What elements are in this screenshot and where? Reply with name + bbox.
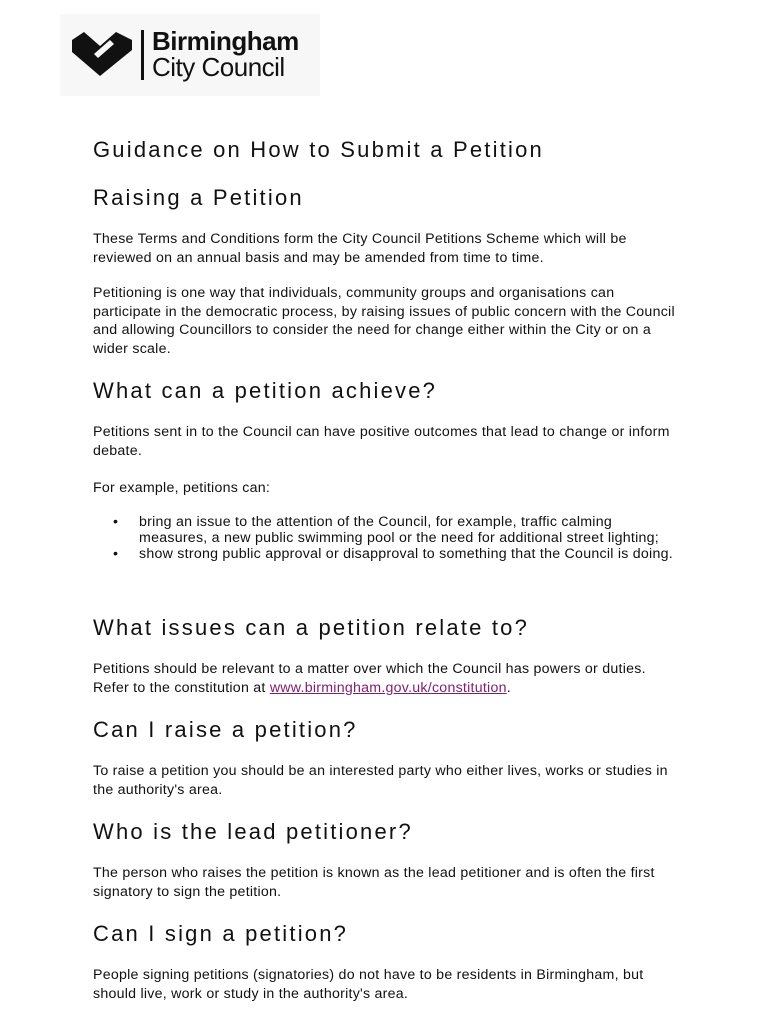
heart-logo-icon (70, 30, 134, 78)
heading-can-i-sign: Can I sign a petition? (93, 921, 349, 946)
list-item (93, 546, 683, 562)
paragraph-text: Petitions should be relevant to a matter over which the Council has powers or duties. Refer to the constitution at (93, 661, 646, 696)
logo-divider (141, 30, 144, 80)
document-title: Guidance on How to Submit a Petition (93, 137, 544, 162)
paragraph-lead-petitioner: The person who raises the petition is known as the lead petitioner and is often the first signatory to sign the petition. (93, 865, 655, 900)
bullet-icon: • (113, 546, 119, 562)
bullet-icon: • (113, 514, 119, 530)
heading-what-issues: What issues can a petition relate to? (93, 615, 530, 640)
petition-examples-list (93, 514, 683, 562)
list-item (93, 514, 683, 546)
heading-raising-a-petition: Raising a Petition (93, 185, 304, 210)
paragraph-signatories: People signing petitions (signatories) do not have to be residents in Birmingham, but should live, work or study in the authority's area. (93, 967, 644, 1002)
paragraph-interested-party: To raise a petition you should be an interested party who either lives, works or studies in the authority's area. (93, 763, 668, 798)
heading-what-can-a-petition-achieve: What can a petition achieve? (93, 378, 438, 403)
paragraph-terms: These Terms and Conditions form the City Council Petitions Scheme which will be reviewed on an annual basis and may be amended from time to time. (93, 231, 627, 266)
logo-line-1: Birmingham (152, 26, 299, 56)
logo-line-2: City Council (152, 52, 285, 82)
council-logo-text (152, 28, 299, 80)
paragraph-outcomes: Petitions sent in to the Council can have positive outcomes that lead to change or inform debate. (93, 424, 670, 459)
list-item-text: show strong public approval or disapproval to something that the Council is doing. (139, 546, 673, 562)
list-item-text: bring an issue to the attention of the Council, for example, traffic calming measures, a new public swimming pool or the need for additional street lighting; (139, 514, 659, 546)
heading-lead-petitioner: Who is the lead petitioner? (93, 819, 413, 844)
paragraph-relevant-matter (93, 660, 683, 697)
paragraph-petitioning: Petitioning is one way that individuals, community groups and organisations can participate in the democratic process, by raising issues of public concern with the Council and allowing Councillors to consider the need for change either within the City or on a wider scale. (93, 285, 675, 357)
paragraph-text-end: . (506, 679, 511, 696)
heading-can-i-raise: Can I raise a petition? (93, 717, 358, 742)
constitution-link[interactable]: www.birmingham.gov.uk/constitution (269, 679, 507, 696)
paragraph-for-example: For example, petitions can: (93, 480, 271, 496)
